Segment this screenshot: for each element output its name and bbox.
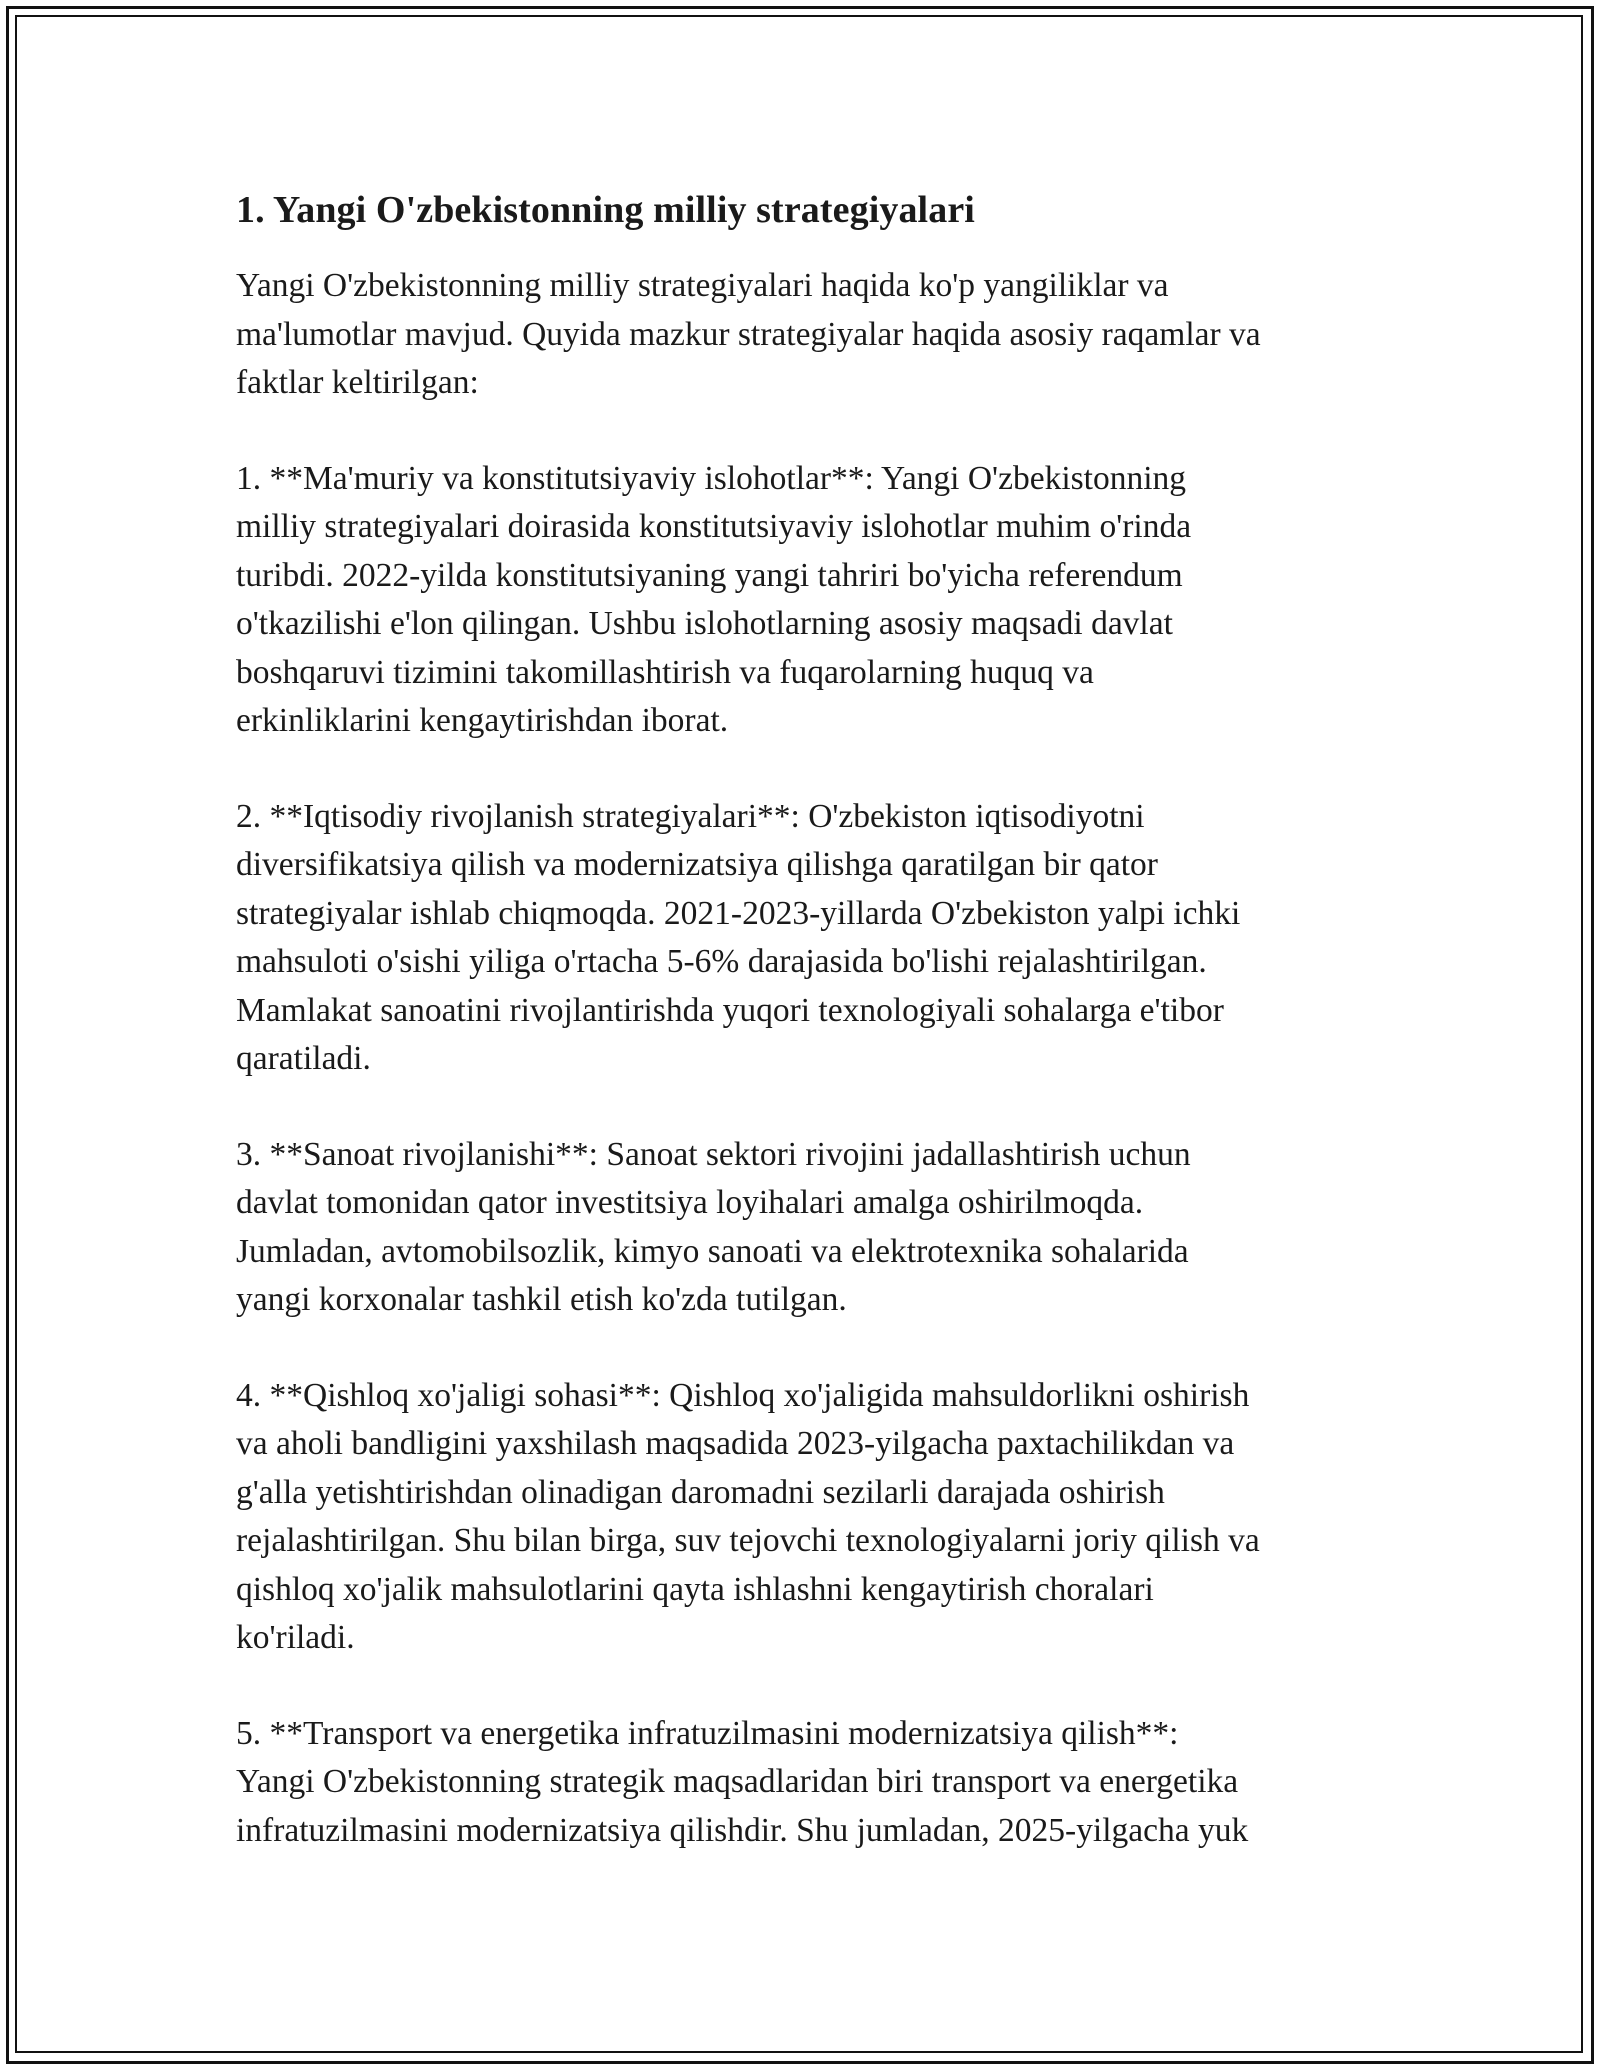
paragraph-economic-strategies: 2. **Iqtisodiy rivojlanish strategiyalari**: O'zbekiston iqtisodiyotni diversifikatsiya qilish va modernizatsiya qilishga qaratilgan bir qator strategiyalar ishlab chiqmoqda. 2021-2023-yillarda O'zbekiston yalpi ichki mahsuloti o'sishi yiliga o'rtacha 5-6% darajasida bo'lishi rejalashtirilgan. Mamlakat sanoatini rivojlantirishda yuqori texnologiyali sohalarga e'tibor qaratiladi.	[236, 797, 1241, 1077]
document-heading: 1. Yangi O'zbekistonning milliy strategiyalari	[236, 189, 975, 231]
paragraph-agriculture: 4. **Qishloq xo'jaligi sohasi**: Qishloq xo'jaligida mahsuldorlikni oshirish va aholi bandligini yaxshilash maqsadida 2023-yilgacha paxtachilikdan va g'alla yetishtirishdan olinadigan daromadni sezilarli darajada oshirish rejalashtirilgan. Shu bilan birga, suv tejovchi texnologiyalarni joriy qilish va qishloq xo'jalik mahsulotlarini qayta ishlashni kengaytirish choralari ko'riladi.	[236, 1376, 1260, 1656]
paragraph-industrial-development: 3. **Sanoat rivojlanishi**: Sanoat sektori rivojini jadallashtirish uchun davlat tomonidan qator investitsiya loyihalari amalga oshirilmoqda. Jumladan, avtomobilsozlik, kimyo sanoati va elektrotexnika sohalarida yangi korxonalar tashkil etish ko'zda tutilgan.	[236, 1135, 1191, 1318]
document-page	[236, 186, 1366, 1902]
paragraph-administrative-reforms: 1. **Ma'muriy va konstitutsiyaviy islohotlar**: Yangi O'zbekistonning milliy strategiyalari doirasida konstitutsiyaviy islohotlar muhim o'rinda turibdi. 2022-yilda konstitutsiyaning yangi tahriri bo'yicha referendum o'tkazilishi e'lon qilingan. Ushbu islohotlarning asosiy maqsadi davlat boshqaruvi tizimini takomillashtirish va fuqarolarning huquq va erkinliklarini kengaytirishdan iborat.	[236, 459, 1192, 739]
intro-paragraph: Yangi O'zbekistonning milliy strategiyalari haqida ko'p yangiliklar va ma'lumotlar mavjud. Quyida mazkur strategiyalar haqida asosiy raqamlar va faktlar keltirilgan:	[236, 267, 1261, 401]
paragraph-transport-energy: 5. **Transport va energetika infratuzilmasini modernizatsiya qilish**: Yangi O'zbekistonning strategik maqsadlaridan biri transport va energetika infratuzilmasini modernizatsiya qilishdir. Shu jumladan, 2025-yilgacha yuk	[236, 1714, 1249, 1849]
